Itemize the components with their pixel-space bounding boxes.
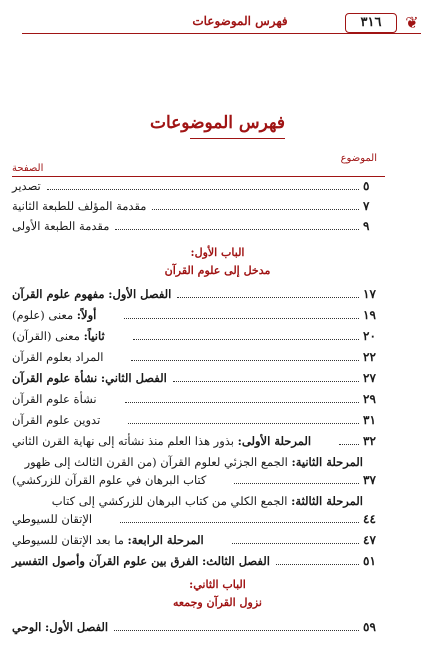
toc-page: ٥: [363, 179, 370, 193]
page-number: ٣١٦: [345, 13, 397, 33]
part-subtitle: نزول القرآن وجمعه: [173, 596, 262, 609]
toc-page: ٢٢: [363, 350, 376, 364]
toc-text: تدوين علوم القرآن: [12, 413, 101, 427]
toc-text: الفصل الثاني: نشأة علوم القرآن: [12, 371, 167, 385]
leader-dots: [339, 444, 359, 445]
toc-page: ٤٤: [363, 512, 376, 526]
toc-text: تصدير: [12, 179, 41, 193]
leader-dots: [114, 630, 359, 631]
toc-text: أولاً: معنى (علوم): [12, 308, 97, 322]
leader-dots: [131, 360, 359, 361]
toc-page: ٣٧: [363, 473, 376, 487]
toc-row: [12, 285, 385, 303]
part-label: الباب الثاني:: [189, 578, 246, 591]
leader-dots: [234, 483, 359, 484]
toc-row: [12, 390, 385, 408]
toc-page: ٧: [363, 199, 370, 213]
toc-page: ٤٧: [363, 533, 376, 547]
toc-row: [12, 177, 385, 195]
header-rule: [22, 33, 421, 34]
toc-text: المرحلة الثالثة: الجمع الكلي من كتاب البرهان للزركشي إلى كتاب: [51, 494, 363, 508]
leader-dots: [115, 229, 359, 230]
toc-row: [12, 369, 385, 387]
toc-text: المرحلة الرابعة: ما بعد الإتقان للسيوطي: [12, 533, 204, 547]
leader-dots: [177, 297, 359, 298]
toc-page: ٣٢: [363, 434, 376, 448]
toc-text: الفصل الثالث: الفرق بين علوم القرآن وأصول التفسير: [12, 554, 270, 568]
leader-dots: [152, 209, 359, 210]
leader-dots: [125, 402, 359, 403]
toc-row: [12, 306, 385, 324]
toc-text-continued: كتاب البرهان في علوم القرآن للزركشي): [12, 473, 207, 487]
toc-text: المرحلة الثانية: الجمع الجزئي لعلوم القرآن (من القرن الثالث إلى ظهور: [24, 455, 363, 469]
toc-text: الفصل الأول: الوحي: [12, 620, 109, 634]
column-head-subject: الموضوع: [340, 153, 377, 164]
running-title: فهرس الموضوعات: [192, 14, 288, 28]
toc-row: [12, 197, 385, 215]
toc-page: ٥٩: [363, 620, 376, 634]
leader-dots: [124, 318, 359, 319]
toc-page: ٢٠: [363, 329, 376, 343]
toc-row: [12, 510, 385, 528]
ornament-icon: ❦: [405, 13, 419, 32]
toc-row: [12, 531, 385, 549]
toc-row: [12, 432, 385, 450]
toc-text: المرحلة الأولى: بذور هذا العلم منذ نشأته إلى نهاية القرن الثاني: [12, 434, 312, 448]
toc-page: ١٩: [363, 308, 376, 322]
toc-row: [12, 552, 385, 570]
part-label: الباب الأول:: [190, 246, 245, 259]
leader-dots: [173, 381, 359, 382]
leader-dots: [47, 189, 359, 190]
page-title: فهرس الموضوعات: [149, 113, 286, 133]
toc-row: [12, 618, 385, 636]
leader-dots: [120, 522, 359, 523]
toc-text: ثانياً: معنى (القرآن): [12, 329, 105, 343]
toc-page: ١٧: [363, 287, 376, 301]
leader-dots: [276, 564, 359, 565]
toc-page: ٢٧: [363, 371, 376, 385]
toc-row: [12, 327, 385, 345]
toc-text: الفصل الأول: مفهوم علوم القرآن: [12, 287, 172, 301]
toc-row: [12, 471, 385, 489]
leader-dots: [133, 339, 359, 340]
part-subtitle: مدخل إلى علوم القرآن: [164, 264, 271, 277]
column-head-page: الصفحة: [12, 163, 44, 174]
toc-row: [12, 348, 385, 366]
toc-page: ٩: [363, 219, 370, 233]
leader-dots: [128, 423, 359, 424]
toc-row: [12, 411, 385, 429]
toc-text-continued: الإتقان للسيوطي: [12, 512, 93, 526]
toc-text: مقدمة الطبعة الأولى: [12, 219, 110, 233]
toc-row: [12, 217, 385, 235]
toc-text: المراد بعلوم القرآن: [12, 350, 104, 364]
toc-text: نشأة علوم القرآن: [12, 392, 97, 406]
toc-page: ٥١: [363, 554, 376, 568]
leader-dots: [232, 543, 359, 544]
toc-text: مقدمة المؤلف للطبعة الثانية: [12, 199, 147, 213]
toc-page: ٢٩: [363, 392, 376, 406]
title-rule: [190, 138, 285, 139]
toc-page: ٣١: [363, 413, 376, 427]
